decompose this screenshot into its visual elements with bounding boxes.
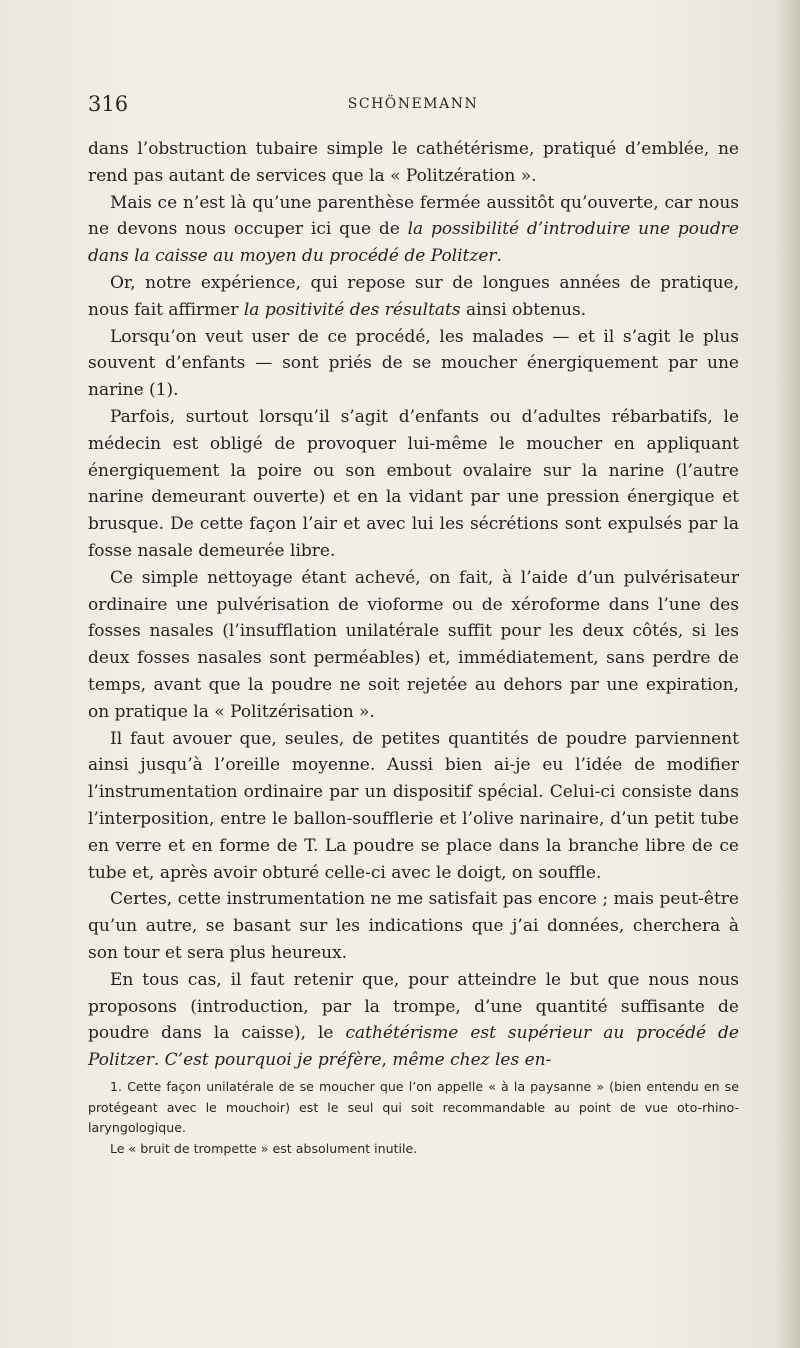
- paragraph: Lorsqu’on veut user de ce procédé, les malades — et il s’agit le plus souvent d’enfants — sont priés de se moucher énergiquement par une narine (1).: [88, 326, 739, 401]
- footnote: Le « bruit de trompette » est absolument inutile.: [110, 1140, 418, 1156]
- paragraph: dans l’obstruction tubaire simple le cathétérisme, pratiqué d’emblée, ne rend pas autant de services que la « Politzération ».: [88, 139, 739, 186]
- footnote: 1. Cette façon unilatérale de se moucher que l’on appelle « à la paysanne » (bien entendu en se protégeant avec le mouchoir) est le seul qui soit recommandable au point de vue oto-rhino-laryngologique.: [88, 1079, 739, 1135]
- page-header: [88, 92, 738, 120]
- emphasis: la possibilité d’introduire une poudre dans la caisse au moyen du procédé de Politzer: [88, 219, 739, 267]
- paragraph: Il faut avouer que, seules, de petites quantités de poudre parviennent ainsi jusqu’à l’oreille moyenne. Aussi bien ai-je eu l’idée de modifier l’instrumentation ordinaire par un dispositif spécial. Celui-ci consiste dans l’interposition, entre le ballon-soufflerie et l’olive narinaire, d’un petit tube en verre et en forme de T. La poudre se place dans la branche libre de ce tube et, après avoir obturé celle-ci avec le doigt, on souffle.: [88, 728, 739, 883]
- paragraph: Certes, cette instrumentation ne me satisfait pas encore ; mais peut-être qu’un autre, se basant sur les indications que j’ai données, cherchera à son tour et sera plus heureux.: [88, 889, 739, 963]
- paragraph: En tous cas, il faut retenir que, pour atteindre le but que nous nous proposons (introduction, par la trompe, d’une quantité suffisante de poudre dans la caisse), le cathétérisme est supérieur au procédé de Politzer. C’est pourquoi je préfère, même chez les en-: [88, 969, 739, 1071]
- emphasis: C’est pourquoi je préfère: [164, 1050, 382, 1071]
- emphasis: même chez les en-: [392, 1050, 552, 1071]
- paragraph: Ce simple nettoyage étant achevé, on fait, à l’aide d’un pulvérisateur ordinaire une pulvérisation de vioforme ou de xéroforme dans l’une des fosses nasales (l’insufflation unilatérale suffit pour les deux côtés, si les deux fosses nasales sont perméables) et, immédiatement, sans perdre de temps, avant que la poudre ne soit rejetée au dehors par une expiration, on pratique la « Politzérisation ».: [88, 567, 739, 722]
- paragraph: Or, notre expérience, qui repose sur de longues années de pratique, nous fait affirmer la positivité des résultats ainsi obtenus.: [88, 272, 739, 320]
- running-head: SCHÖNEMANN: [347, 96, 479, 112]
- page-number: 316: [88, 92, 129, 116]
- footnotes: [88, 1077, 739, 1159]
- paragraph: Parfois, surtout lorsqu’il s’agit d’enfants ou d’adultes rébarbatifs, le médecin est obligé de provoquer lui-même le moucher en appliquant énergiquement la poire ou son embout ovalaire sur la narine (l’autre narine demeurant ouverte) et en la vidant par une pression énergique et brusque. De cette façon l’air et avec lui les sécrétions sont expulsés par la fosse nasale demeurée libre.: [88, 406, 739, 561]
- emphasis: la positivité des résultats: [243, 299, 461, 320]
- emphasis: cathétérisme est supérieur au procédé de Politzer: [88, 1023, 739, 1071]
- page-edge-shadow: [774, 0, 800, 1348]
- paragraph: Mais ce n’est là qu’une parenthèse fermée aussitôt qu’ouverte, car nous ne devons nous occuper ici que de la possibilité d’introduire une poudre dans la caisse au moyen du procédé de Politzer.: [88, 192, 739, 267]
- main-text: [88, 136, 739, 1074]
